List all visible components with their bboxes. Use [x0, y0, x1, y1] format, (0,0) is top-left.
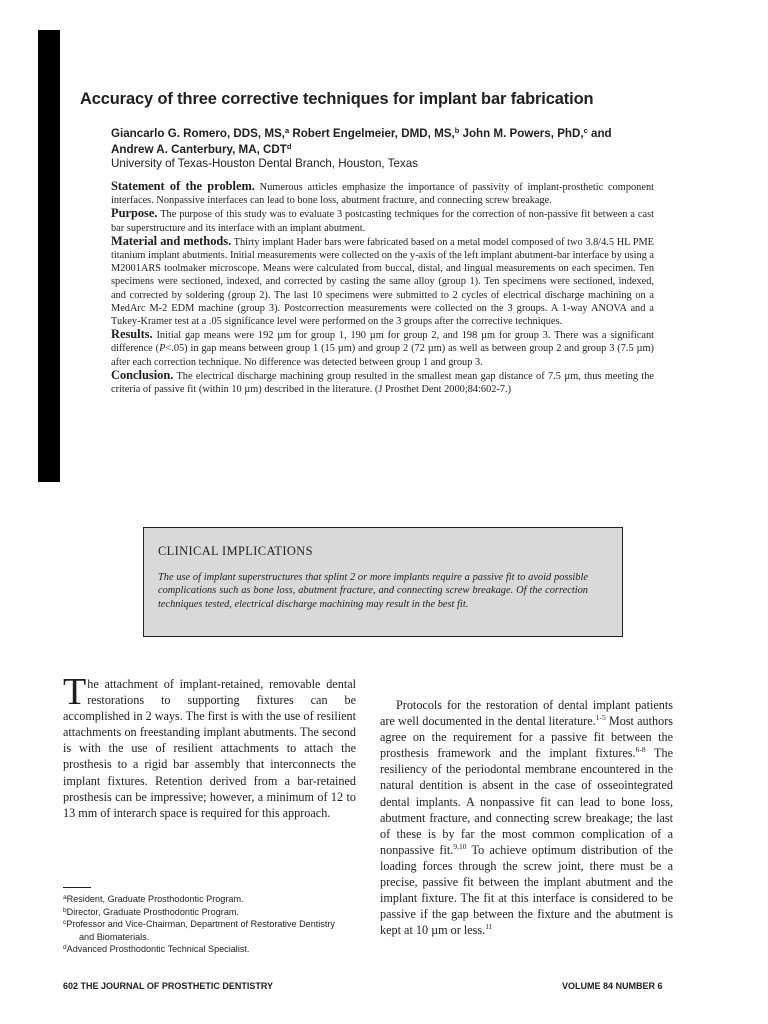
results-text-1: Initial gap means were 192 µm for group 1, 190 µm for group 2, and 198 µm for group 3. There was a significant difference ( — [111, 330, 654, 355]
author-mark-d: d — [286, 141, 292, 151]
ref-1-5: 1-5 — [595, 713, 606, 723]
methods-text: Thirty implant Hader bars were fabricated based on a metal model composed of two 3.8/4.5 HL PME titanium implant abutments. Initial measurements were collected on the y-axis of the left implant abutment-bar interface by using a M2001ARS toolmaker microscope. Means were calculated from buccal, distal, and lingual measurements on each specimen. Ten specimens were sectioned, indexed, and corrected by casting the same alloy (group 1). Ten specimens were sectioned, indexed, and corrected by soldering (group 2). The last 10 specimens were submitted to 2 cycles of electrical discharge machining on a MedArc M-2 EDM machine (group 3). Postcorrection measurements were collected on the 3 groups. A 1-way ANOVA and a Tukey-Kramer test at a .05 significance level were performed on the 3 groups after the corrective techniques. — [111, 236, 654, 328]
clinical-heading: CLINICAL IMPLICATIONS — [158, 544, 313, 558]
footnotes — [63, 893, 363, 956]
purpose-label: Purpose. — [111, 206, 158, 221]
footnote-text: Resident, Graduate Prosthodontic Program. — [66, 894, 244, 904]
abstract-purpose — [111, 207, 654, 234]
intro-text: he attachment of implant-retained, removable dental restorations to supporting fixtures can be accomplished in 2 ways. The first is with the use of resilient attachments on freestanding implant abutments. The second is with the use of resilient attachments to attach the prosthesis to a rigid bar assembly that interconnects the implant fixtures. Retention derived from a bar-retained prosthesis can be impressive; however, a minimum of 12 to 13 mm of interarch space is required for this approach. — [63, 677, 356, 820]
ref-11: 11 — [485, 922, 493, 932]
clinical-implications-box — [143, 527, 623, 637]
abstract-methods — [111, 235, 654, 328]
conclusion-text: The electrical discharge machining group resulted in the smallest mean gap distance of 7.5 µm, thus meeting the criteria of passive fit (within 10 µm) described in the literature. (J Prosthet Dent 2000;84:602-7.) — [111, 370, 654, 396]
intro-paragraph — [63, 671, 356, 821]
footnote-text: Professor and Vice-Chairman, Department of Restorative Dentistry — [66, 919, 335, 930]
methods-label: Material and methods. — [111, 233, 232, 248]
abstract — [111, 180, 654, 396]
footnote-d — [63, 943, 363, 956]
footnote-mark: c — [63, 919, 67, 927]
footnote-mark: d — [63, 944, 67, 952]
side-bar-decoration — [38, 30, 60, 482]
purpose-text: The purpose of this study was to evaluate 3 postcasting techniques for the correction of non-passive fit between a cast bar superstructure and its interface with an implant abutment. — [111, 209, 654, 234]
results-label: Results. — [111, 327, 153, 342]
results-p-symbol: P — [159, 343, 166, 355]
drop-cap: T — [63, 671, 87, 713]
affiliation: University of Texas-Houston Dental Branch, Houston, Texas — [111, 157, 418, 170]
conclusion-label: Conclusion. — [111, 367, 174, 382]
abstract-results — [111, 328, 654, 369]
footnote-rule — [63, 887, 91, 888]
author-engelmeier: Robert Engelmeier, DMD, MS, — [289, 127, 455, 140]
footnote-mark: b — [63, 906, 67, 914]
author-canterbury: Andrew A. Canterbury, MA, CDT — [111, 142, 287, 156]
results-text-2: <.05) in gap means between group 1 (15 µm) and group 2 (72 µm) as well as between group 2 and group 3 (7.5 µm) after each correction technique. No difference was detected between group 1 and group 3. — [111, 343, 654, 368]
footnote-mark: a — [63, 894, 67, 901]
author-romero: Giancarlo G. Romero, DDS, MS, — [111, 127, 285, 140]
abstract-problem — [111, 180, 654, 207]
protocols-text-3: The resiliency of the periodontal membrane encountered in the natural dentition is absent in the case of osseointegrated dental implants. A nonpassive fit can lead to bone loss, abutment fracture, and connecting screw breakage; the last of these is by far the most common complication of a nonpassive fit. — [380, 746, 673, 857]
author-mark-b: b — [454, 126, 460, 135]
author-mark-c: c — [583, 126, 588, 135]
footnote-c — [63, 918, 363, 931]
footer-journal: 602 THE JOURNAL OF PROSTHETIC DENTISTRY — [63, 981, 274, 991]
protocols-text-2: Most authors agree on the requirement for a passive fit between the prosthesis framework and the implant fixtures. — [380, 714, 674, 761]
ref-9-10: 9,10 — [453, 841, 467, 851]
footer-volume: VOLUME 84 NUMBER 6 — [562, 981, 663, 991]
footnote-text: Advanced Prosthodontic Technical Specialist. — [66, 944, 250, 955]
body-column-left — [63, 671, 356, 821]
body-column-right — [380, 697, 673, 938]
abstract-conclusion — [111, 369, 654, 396]
article-title: Accuracy of three corrective techniques for implant bar fabrication — [80, 90, 594, 108]
author-mark-a: a — [284, 126, 290, 135]
footnote-a — [63, 893, 363, 906]
clinical-text: The use of implant superstructures that splint 2 or more implants require a passive fit to avoid possible complications such as bone loss, abutment fracture, and connecting screw breakage. Of the correction techniques tested, electrical discharge machining may result in the best fit. — [158, 572, 588, 610]
author-powers: John M. Powers, PhD, — [459, 127, 584, 140]
footnote-text: Director, Graduate Prosthodontic Program. — [66, 906, 239, 917]
footnote-b — [63, 906, 363, 919]
protocols-text-4: To achieve optimum distribution of the loading forces through the screw joint, there must be a precise, passive fit between the implant abutment and the implant fixture. The fit at this interface is considered to be passive if the gap between the fixture and the abutment is kept at 10 µm or less. — [380, 842, 673, 938]
protocols-paragraph — [380, 697, 673, 938]
problem-label: Statement of the problem. — [111, 179, 255, 193]
ref-6-8: 6-8 — [635, 745, 646, 755]
problem-text: Numerous articles emphasize the importance of passivity of implant-prosthetic component interfaces. Nonpassive interfaces can lead to bone loss, abutment fracture, and connecting screw breakage. — [111, 182, 654, 207]
footnote-c-continued: and Biomaterials. — [79, 931, 150, 942]
author-list — [111, 126, 651, 157]
protocols-text-1: Protocols for the restoration of dental implant patients are well documented in the dental literature. — [380, 698, 673, 729]
author-and: and — [587, 127, 612, 140]
